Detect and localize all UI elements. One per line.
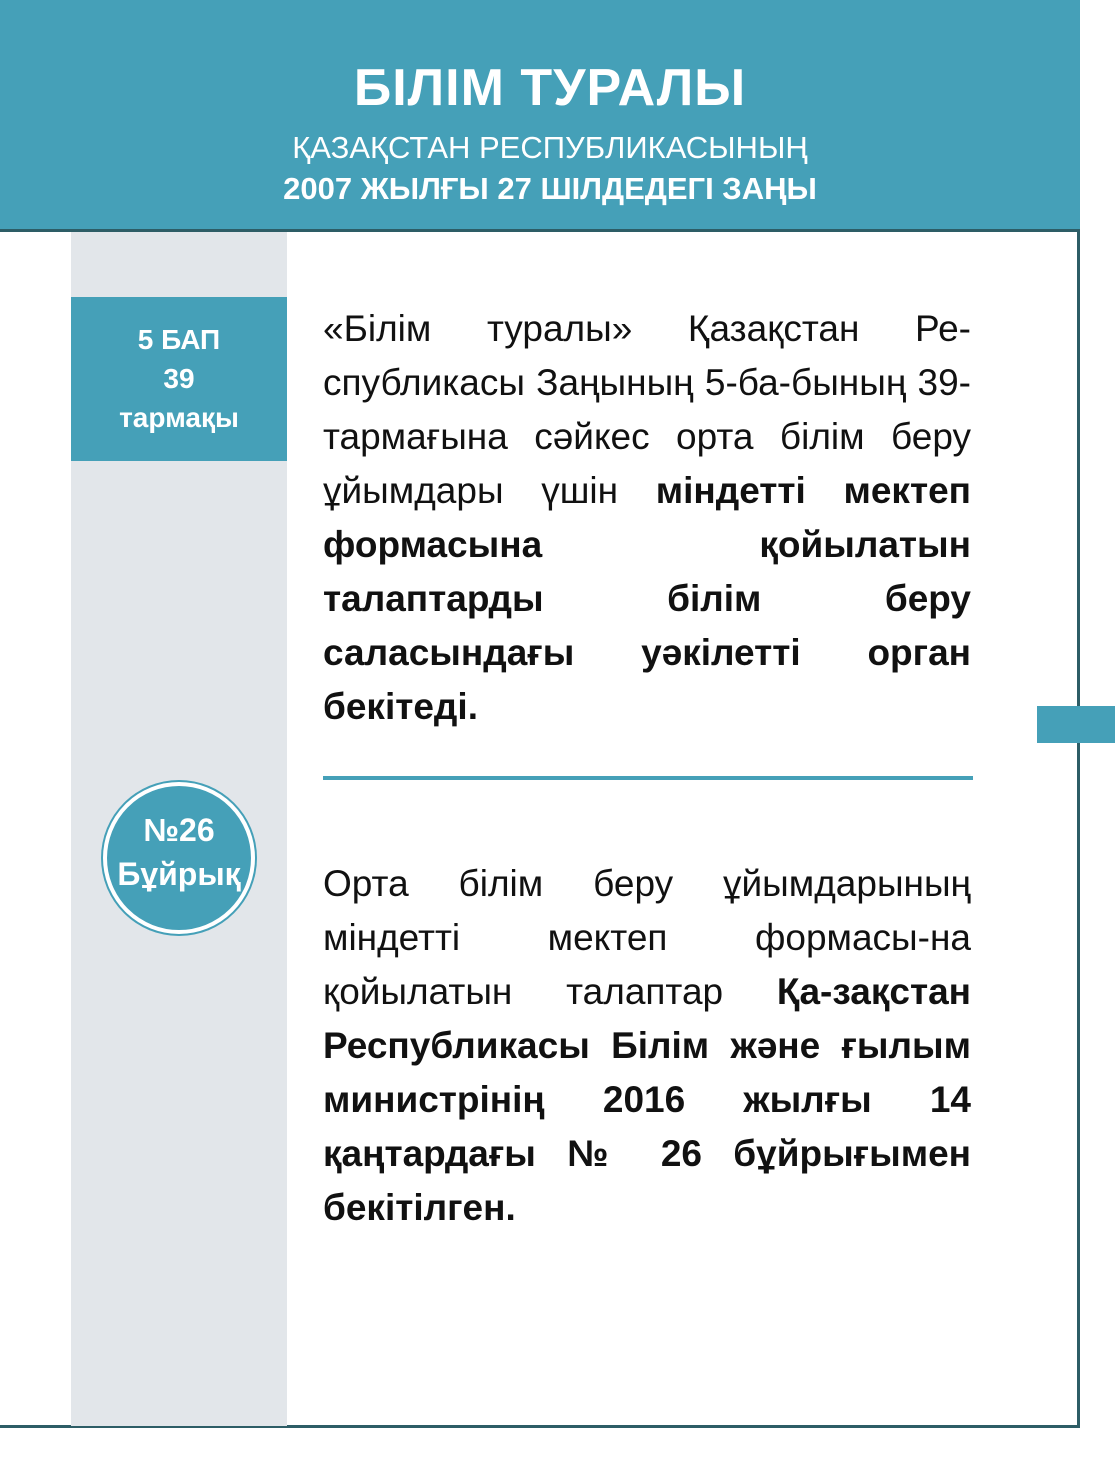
article-badge-number: 39: [163, 363, 195, 394]
right-edge-tab: [1037, 706, 1115, 743]
paragraph-law-article-regular: «Білім туралы» Қазақстан Ре-спубликасы Заңының 5-ба-бының 39-тармағына сәйкес орта білім беру ұйымдары үшін: [323, 308, 971, 511]
article-badge-chapter: 5 БАП: [137, 324, 221, 355]
document-title: БІЛІМ ТУРАЛЫ: [353, 59, 747, 117]
paragraph-ministry-order-bold: Қа-зақстан Республикасы Білім және ғылым министрінің 2016 жылғы 14 қаңтардағы № 26 бұйрығымен бекітілген.: [323, 971, 971, 1228]
paragraph-law-article-bold: міндетті мектеп формасына қойылатын талаптарды білім беру саласындағы уәкілетті орган бекітеді.: [323, 470, 971, 727]
article-badge: [71, 297, 287, 461]
order-badge-label: Бұйрық: [117, 856, 241, 892]
order-badge-number: №26: [143, 812, 215, 848]
paragraph-ministry-order: [323, 857, 971, 1235]
section-divider: [323, 776, 973, 780]
paragraph-ministry-order-regular: Орта білім беру ұйымдарының міндетті мектеп формасы-на қойылатын талаптар: [323, 863, 971, 1012]
header-banner: [0, 0, 1080, 232]
order-badge: [103, 782, 255, 934]
paragraph-law-article: [323, 302, 971, 734]
article-badge-clause: тармақы: [119, 402, 239, 433]
document-subtitle-line2: 2007 ЖЫЛҒЫ 27 ШІЛДЕДЕГІ ЗАҢЫ: [283, 171, 817, 206]
document-subtitle-line1: ҚАЗАҚСТАН РЕСПУБЛИКАСЫНЫҢ: [292, 130, 808, 165]
